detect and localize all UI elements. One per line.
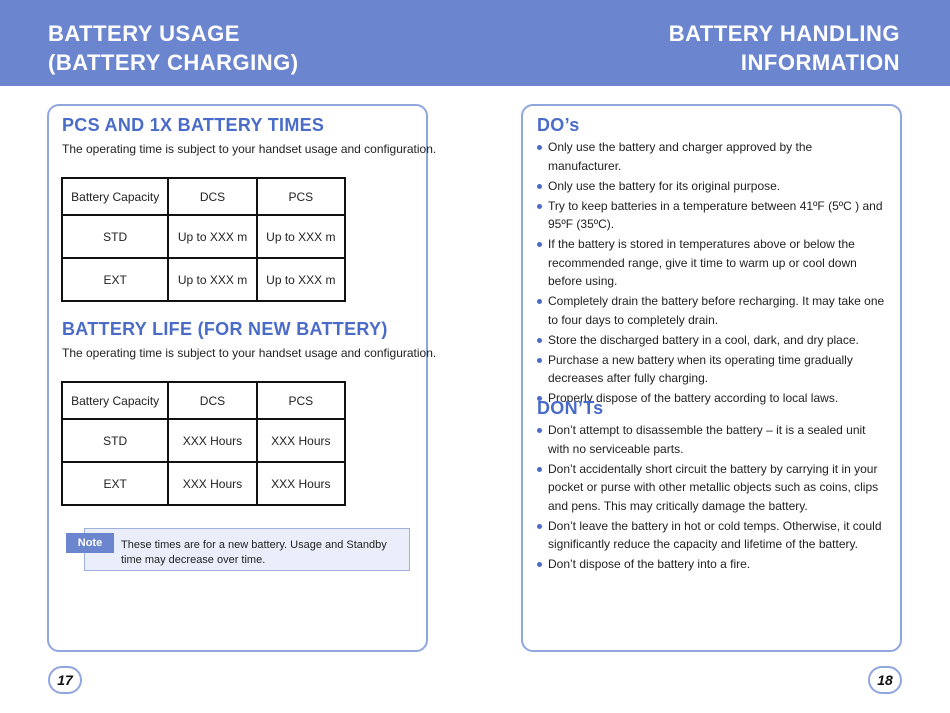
table-cell: EXT [62, 462, 168, 505]
bullet-icon [537, 299, 542, 304]
left-title-line1: BATTERY USAGE [48, 21, 240, 46]
section-title-battery-times: PCS AND 1X BATTERY TIMES [62, 115, 325, 135]
list-item [537, 460, 887, 516]
table-cell: Up to XXX m [257, 215, 345, 258]
donts-list [537, 421, 887, 575]
table-cell: Up to XXX m [168, 215, 256, 258]
bullet-icon [537, 562, 542, 567]
note-label: Note [66, 533, 114, 553]
table-cell: XXX Hours [257, 462, 345, 505]
page-number-left: 17 [48, 666, 82, 694]
battery-life-table [61, 381, 346, 506]
table-row [62, 419, 345, 462]
table-header-cell: PCS [257, 382, 345, 419]
list-item [537, 197, 887, 234]
note-text: These times are for a new battery. Usage and Standby time may decrease over time. [121, 539, 387, 566]
list-item-text: Purchase a new battery when its operating time gradually decreases after fully charging. [548, 352, 853, 385]
table-header-row [62, 178, 345, 215]
left-title-line2: (BATTERY CHARGING) [48, 50, 299, 75]
list-item [537, 235, 887, 291]
table-header-cell: Battery Capacity [62, 178, 168, 215]
page-header [0, 0, 950, 86]
list-item-text: Properly dispose of the battery according to local laws. [548, 391, 839, 405]
table-header-cell: Battery Capacity [62, 382, 168, 419]
right-page-title [669, 19, 900, 77]
section-subtitle-battery-times: The operating time is subject to your handset usage and configuration. [62, 142, 437, 156]
table-cell: Up to XXX m [257, 258, 345, 301]
right-title-line1: BATTERY HANDLING [668, 21, 900, 46]
list-item [537, 351, 887, 388]
bullet-icon [537, 467, 542, 472]
section-title-dos: DO’s [537, 115, 580, 135]
list-item-text: Store the discharged battery in a cool, dark, and dry place. [548, 332, 859, 347]
section-title-donts: DON’Ts [537, 398, 604, 418]
bullet-icon [537, 242, 542, 247]
list-item-text: Don’t leave the battery in hot or cold temps. Otherwise, it could significantly reduce the capacity and lifetime of the battery. [548, 518, 882, 551]
page-number-right: 18 [868, 666, 902, 694]
list-item [537, 331, 887, 350]
left-page-title [48, 19, 299, 77]
table-row [62, 215, 345, 258]
list-item [537, 292, 887, 329]
list-item [537, 177, 887, 196]
bullet-icon [537, 204, 542, 209]
table-header-cell: DCS [168, 382, 256, 419]
table-header-cell: PCS [257, 178, 345, 215]
list-item-text: Don’t accidentally short circuit the battery by carrying it in your pocket or purse with other metallic objects such as coins, clips and pens. This may critically damage the battery. [548, 461, 879, 513]
list-item [537, 421, 887, 458]
list-item [537, 555, 887, 574]
bullet-icon [537, 524, 542, 529]
list-item-text: If the battery is stored in temperatures above or below the recommended range, give it time to warm up or cool down before using. [548, 237, 857, 288]
list-item [537, 138, 887, 175]
list-item-text: Completely drain the battery before recharging. It may take one to four days to completely drain. [548, 294, 885, 327]
table-cell: XXX Hours [257, 419, 345, 462]
list-item-text: Don’t dispose of the battery into a fire. [548, 557, 751, 571]
right-title-line2: INFORMATION [740, 50, 900, 75]
table-cell: STD [62, 419, 168, 462]
table-cell: XXX Hours [168, 419, 256, 462]
bullet-icon [537, 358, 542, 363]
list-item-text: Don’t attempt to disassemble the battery – it is a sealed unit with no serviceable parts. [548, 423, 866, 456]
bullet-icon [537, 338, 542, 343]
table-header-row [62, 382, 345, 419]
list-item-text: Try to keep batteries in a temperature between 41ºF (5ºC ) and 95ºF (35ºC). [548, 198, 883, 231]
list-item-text: Only use the battery for its original purpose. [548, 178, 781, 193]
list-item [537, 517, 887, 554]
section-subtitle-battery-life: The operating time is subject to your handset usage and configuration. [62, 346, 437, 360]
table-header-cell: DCS [168, 178, 256, 215]
table-row [62, 258, 345, 301]
section-title-battery-life: BATTERY LIFE (FOR NEW BATTERY) [62, 319, 388, 339]
battery-times-table [61, 177, 346, 302]
bullet-icon [537, 428, 542, 433]
table-cell: STD [62, 215, 168, 258]
bullet-icon [537, 145, 542, 150]
table-row [62, 462, 345, 505]
table-cell: Up to XXX m [168, 258, 256, 301]
table-cell: EXT [62, 258, 168, 301]
list-item-text: Only use the battery and charger approved by the manufacturer. [548, 140, 813, 173]
bullet-icon [537, 184, 542, 189]
table-cell: XXX Hours [168, 462, 256, 505]
dos-list [537, 138, 887, 409]
